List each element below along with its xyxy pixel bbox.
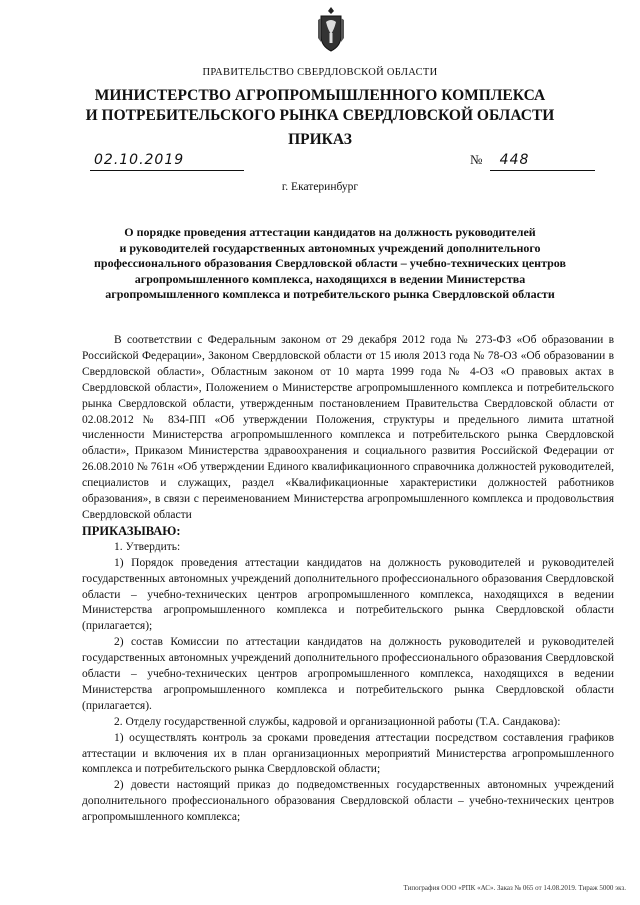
title-line-1: О порядке проведения аттестации кандидатов на должность руководителей bbox=[124, 225, 536, 239]
government-name: ПРАВИТЕЛЬСТВО СВЕРДЛОВСКОЙ ОБЛАСТИ bbox=[202, 67, 438, 78]
order-date: 02.10.2019 bbox=[90, 150, 244, 171]
item-2-1: 1) осуществлять контроль за сроками проведения аттестации посредством составления графиков аттестации и включения их в план организационных мероприятий Министерства агропромышленного комплекса и потребительского рынка Свердловской области; bbox=[82, 731, 614, 776]
print-info: Типография ООО «РПК «АС». Заказ № 065 от 14.08.2019. Тираж 5000 экз. bbox=[403, 884, 626, 892]
title-line-4: агропромышленного комплекса, находящихся в ведении Министерства bbox=[134, 271, 526, 286]
order-body bbox=[82, 333, 614, 826]
title-line-2: и руководителей государственных автономных учреждений дополнительного bbox=[119, 240, 541, 255]
item-1-2: 2) состав Комиссии по аттестации кандидатов на должность руководителей и руководителей государственных автономных учреждений дополнительного профессионального образования Свердловской области – учебно-технических центров агропромышленного комплекса, находящихся в ведении Министерства агропромышленного комплекса и потребительского рынка Свердловской области (прилагается). bbox=[82, 636, 614, 712]
item-1: 1. Утвердить: bbox=[114, 540, 181, 553]
title-line-3: профессионального образования Свердловской области – учебно-технических центров bbox=[94, 256, 566, 270]
ministry-name bbox=[0, 86, 640, 126]
number-label: № bbox=[470, 152, 483, 167]
city: г. Екатеринбург bbox=[281, 181, 359, 193]
ministry-line-2: И ПОТРЕБИТЕЛЬСКОГО РЫНКА СВЕРДЛОВСКОЙ ОБЛАСТИ bbox=[85, 107, 555, 124]
item-2-2: 2) довести настоящий приказ до подведомственных государственных автономных учреждений дополнительного профессионального образования Свердловской области – учебно-технических центров агропромышленного комплекса; bbox=[82, 779, 614, 824]
item-1-1: 1) Порядок проведения аттестации кандидатов на должность руководителей и руководителей государственных автономных учреждений дополнительного профессионального образования Свердловской области – учебно-технических центров агропромышленного комплекса, находящихся в ведении Министерства агропромышленного комплекса и потребительского рынка Свердловской области (прилагается); bbox=[82, 556, 614, 633]
order-title bbox=[82, 225, 578, 303]
order-number-block bbox=[470, 150, 595, 171]
item-2: 2. Отделу государственной службы, кадровой и организационной работы (Т.А. Сандакова): bbox=[114, 715, 561, 728]
order-word: ПРИКАЗЫВАЮ: bbox=[82, 523, 181, 538]
ministry-line-1: МИНИСТЕРСТВО АГРОПРОМЫШЛЕННОГО КОМПЛЕКСА bbox=[94, 87, 546, 104]
preamble: В соответствии с Федеральным законом от 29 декабря 2012 года № 273-ФЗ «Об образовании в Российской Федерации», Законом Свердловской области от 15 июля 2013 года № 78-ОЗ «Об образовании в Свердловской области», Областным законом от 10 марта 1999 года № 4-ОЗ «О правовых актах в Свердловской области», Положением о Министерстве агропромышленного комплекса и потребительского рынка Свердловской области, утвержденным постановлением Правительства Свердловской области от 02.08.2012 № 834-ПП «Об утверждении Положения, структуры и предельного лимита штатной численности Министерства агропромышленного комплекса и потребительского рынка Свердловской области», Приказом Министерства здравоохранения и социального развития Российской Федерации от 26.08.2010 № 761н «Об утверждении Единого квалификационного справочника должностей руководителей, специалистов и служащих, раздел «Квалификационные характеристики должностей работников образования», в связи с переименованием Министерства агропромышленного комплекса и продовольствия Свердловской области bbox=[82, 334, 614, 521]
document-type: ПРИКАЗ bbox=[288, 131, 352, 148]
coat-of-arms-icon bbox=[317, 6, 345, 52]
title-line-5: агропромышленного комплекса и потребительского рынка Свердловской области bbox=[105, 287, 555, 301]
order-number: 448 bbox=[490, 150, 595, 171]
